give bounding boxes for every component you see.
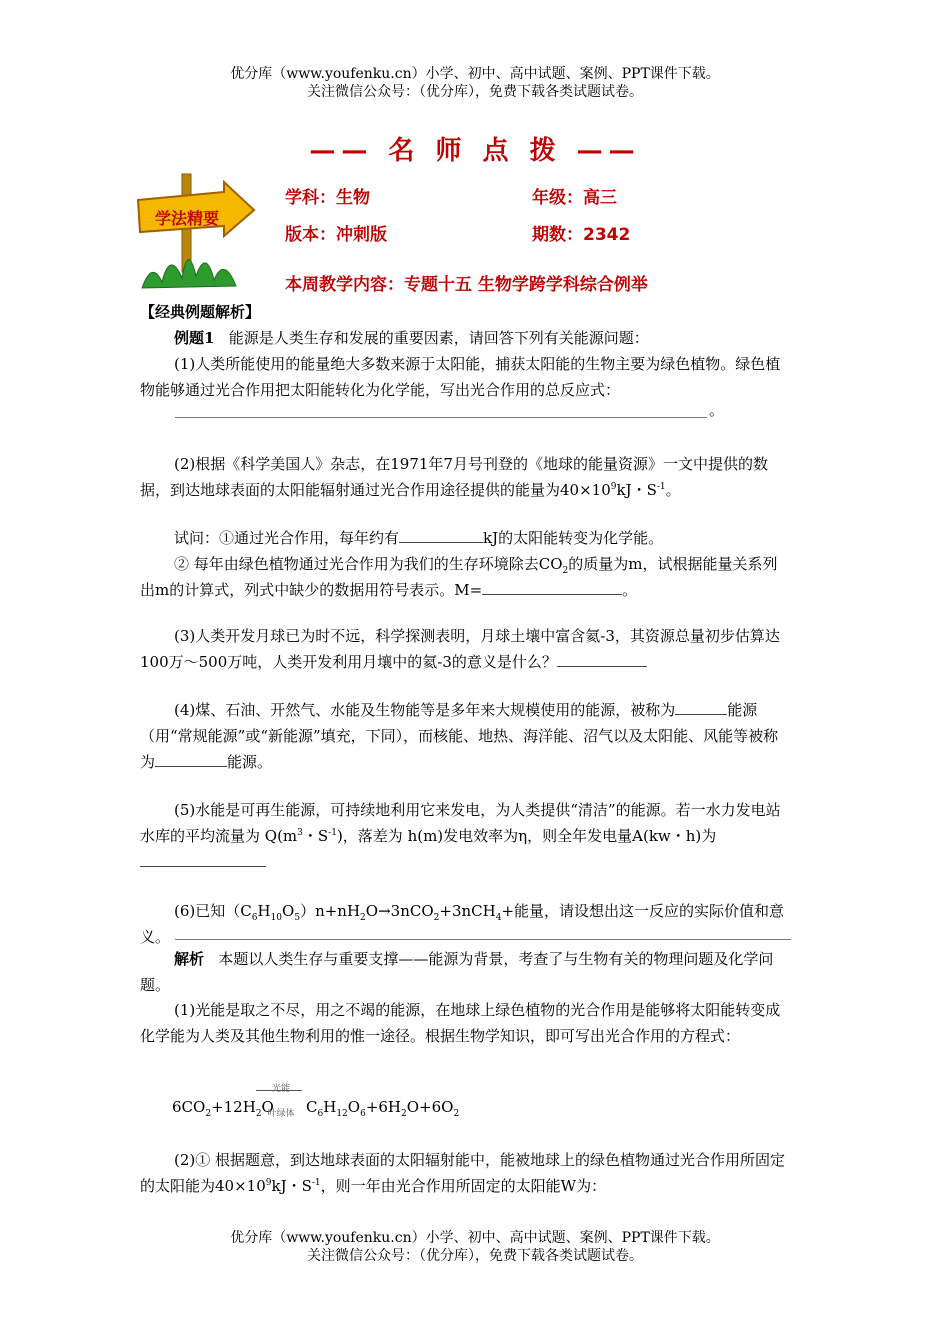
q1-ask1 bbox=[140, 525, 792, 551]
footer-line-1: 优分库（www.youfenku.cn）小学、初中、高中试题、案例、PPT课件下载。 bbox=[230, 1230, 720, 1246]
q1-ask2-tail: 的质量为m，试根据能量关系列出m的计算式，列式中缺少的数据用符号表示。M= bbox=[140, 555, 778, 599]
eq-right-c: O bbox=[347, 1098, 361, 1116]
eq-right-d: +6H bbox=[365, 1098, 402, 1116]
eq-left-sub2b: 2 bbox=[255, 1109, 262, 1119]
eq-left-b: +12H bbox=[211, 1098, 256, 1116]
q1-part4-end: 能源。 bbox=[227, 753, 273, 771]
q1-ask1-tail: kJ的太阳能转变为化学能。 bbox=[483, 529, 664, 547]
meta-grade: 年级：高三 bbox=[532, 188, 617, 208]
banner-title: —— 名 师 点 拨 —— bbox=[309, 136, 641, 166]
q1-part2-exp: 9 bbox=[610, 482, 617, 492]
q1-label: 例题1 bbox=[174, 329, 215, 347]
analysis-part2-exp: 9 bbox=[265, 1178, 272, 1188]
eq-right-sub2b: 2 bbox=[453, 1109, 460, 1119]
badge-label: 学法精要 bbox=[154, 209, 219, 228]
q1-part4 bbox=[140, 697, 792, 775]
q1-part2-end: 。 bbox=[665, 481, 681, 499]
q1-ask2 bbox=[140, 551, 792, 603]
q1-ask2-blank[interactable] bbox=[482, 578, 622, 595]
eq-left-sub2a: 2 bbox=[205, 1109, 212, 1119]
answer-line-1-end: 。 bbox=[709, 401, 725, 419]
q1-part6-sub4: 4 bbox=[495, 913, 502, 923]
q1-part5-text: (5)水能是可再生能源，可持续地利用它来发电，为人类提供“清洁”的能源。若一水力发电站水库的平均流量为 Q(m bbox=[140, 801, 781, 845]
q1-part6-e: O→3nCO bbox=[365, 902, 434, 920]
q1-part4-blank1[interactable] bbox=[675, 698, 727, 715]
q1-part3-text: (3)人类开发月球已为时不远，科学探测表明，月球土壤中富含氦-3，其资源总量初步估算达100万～500万吨，人类开发利用月壤中的氦-3的意义是什么？ bbox=[140, 627, 780, 671]
q1-part5-exp: 3 bbox=[297, 828, 303, 838]
analysis-part2-unit: kJ・S bbox=[271, 1177, 312, 1195]
q1-part6-sub5: 5 bbox=[294, 913, 301, 923]
q1-ask2-end: 。 bbox=[622, 581, 638, 599]
q1-ask1-text: 试问：①通过光合作用，每年约有 bbox=[174, 529, 400, 547]
equation-right bbox=[306, 1098, 460, 1119]
meta-subject: 学科：生物 bbox=[285, 188, 370, 208]
eq-left-a: 6CO bbox=[172, 1098, 206, 1116]
meta-topic: 本周教学内容：专题十五 生物学跨学科综合例举 bbox=[285, 275, 648, 295]
analysis-part1: (1)光能是取之不尽，用之不竭的能源，在地球上绿色植物的光合作用是能够将太阳能转变成化学能为人类及其他生物利用的惟一途径。根据生物学知识，即可写出光合作用的方程式： bbox=[140, 1001, 781, 1045]
q1-intro-text: 能源是人类生存和发展的重要因素，请回答下列有关能源问题： bbox=[228, 329, 649, 347]
equation-arrow bbox=[256, 1090, 302, 1091]
eq-right-b: H bbox=[323, 1098, 337, 1116]
analysis-intro bbox=[140, 946, 792, 998]
q1-ask2-text: ② 每年由绿色植物通过光合作用为我们的生存环境除去CO bbox=[174, 555, 563, 573]
signpost-icon bbox=[132, 170, 262, 295]
equation-arrow-bottom: 叶绿体 bbox=[267, 1109, 295, 1119]
analysis-intro-text: 本题以人类生存与重要支撑——能源为背景，考查了与生物有关的物理问题及化学问题。 bbox=[140, 950, 774, 994]
q1-part2-unit: kJ・S bbox=[616, 481, 657, 499]
q1-part4-blank2[interactable] bbox=[155, 750, 227, 767]
eq-right-sub12: 12 bbox=[336, 1109, 348, 1119]
q1-part6-sub10: 10 bbox=[270, 913, 283, 923]
signpost-graphic bbox=[132, 170, 262, 295]
header-line-2: 关注微信公众号：（优分库），免费下载各类试题试卷。 bbox=[307, 84, 643, 100]
analysis-part2 bbox=[140, 1147, 792, 1199]
eq-right-sub6: 6 bbox=[317, 1109, 324, 1119]
q1-part2-text: (2)根据《科学美国人》杂志，在1971年7月号刊登的《地球的能量资源》一文中提供的数据，到达地球表面的太阳能辐射通过光合作用途径提供的能量为40×10 bbox=[140, 455, 768, 499]
analysis-label: 解析 bbox=[174, 950, 205, 968]
q1-part2-exp2: -1 bbox=[656, 482, 666, 492]
q1-intro bbox=[140, 325, 792, 351]
q1-part6-sub2a: 2 bbox=[360, 913, 366, 923]
analysis-part2-tail: ，则一年由光合作用所固定的太阳能W为： bbox=[320, 1177, 607, 1195]
q1-part5-blank[interactable] bbox=[140, 850, 266, 867]
eq-right-e: O+6O bbox=[406, 1098, 454, 1116]
q1-part6-c: O bbox=[282, 902, 295, 920]
equation-arrow-top: 光能 bbox=[271, 1084, 290, 1094]
meta-issue: 期数：2342 bbox=[532, 225, 631, 245]
answer-line-1 bbox=[175, 417, 707, 418]
q1-ask2-sub: 2 bbox=[562, 566, 569, 576]
q1-part4-mid: 能源（用“常规能源”或“新能源”填充，下同），而核能、地热、海洋能、沼气以及太阳能、风能等被称为 bbox=[140, 701, 779, 771]
footer-line-2: 关注微信公众号：（优分库），免费下载各类试题试卷。 bbox=[307, 1248, 643, 1264]
q1-part5-exp2: -1 bbox=[328, 828, 337, 838]
q1-part6-b: H bbox=[257, 902, 271, 920]
eq-right-sub6b: 6 bbox=[360, 1109, 366, 1119]
q1-part5-unit: ・S bbox=[302, 827, 329, 845]
q1-part4-text: (4)煤、石油、开然气、水能及生物能等是多年来大规模使用的能源，被称为 bbox=[174, 701, 676, 719]
q1-part5-tail: )，落差为 h(m)发电效率为η，则全年发电量A(kw・h)为 bbox=[336, 827, 717, 845]
eq-right-a: C bbox=[306, 1098, 318, 1116]
q1-part1: (1)人类所能使用的能量绝大多数来源于太阳能，捕获太阳能的生物主要为绿色植物。绿色植物能够通过光合作用把太阳能转化为化学能，写出光合作用的总反应式： bbox=[140, 355, 781, 399]
meta-edition: 版本：冲刺版 bbox=[285, 225, 387, 245]
q1-part6-a: (6)已知（C bbox=[174, 902, 252, 920]
q1-part6-sub6: 6 bbox=[251, 913, 258, 923]
answer-line-6 bbox=[175, 939, 791, 940]
q1-part2 bbox=[140, 451, 792, 503]
section-title: 【经典例题解析】 bbox=[140, 303, 261, 321]
q1-part6-g: +能量，请设想出这一反应的实际价值和意义。 bbox=[140, 902, 785, 946]
q1-ask1-blank[interactable] bbox=[399, 526, 483, 543]
q1-part3 bbox=[140, 623, 792, 675]
q1-part6 bbox=[140, 898, 792, 950]
q1-part6-d: ）n+nH bbox=[300, 902, 361, 920]
analysis-part2-exp2: -1 bbox=[311, 1178, 321, 1188]
eq-left-c: O bbox=[261, 1098, 274, 1116]
eq-right-sub2a: 2 bbox=[401, 1109, 407, 1119]
q1-part3-blank[interactable] bbox=[557, 650, 647, 667]
q1-part5 bbox=[140, 797, 792, 875]
q1-part6-f: +3nCH bbox=[439, 902, 496, 920]
header-line-1: 优分库（www.youfenku.cn）小学、初中、高中试题、案例、PPT课件下载。 bbox=[230, 66, 720, 82]
analysis-part2-text: (2)① 根据题意，到达地球表面的太阳辐射能中，能被地球上的绿色植物通过光合作用所固定的太阳能为40×10 bbox=[140, 1151, 786, 1195]
q1-part6-sub2b: 2 bbox=[433, 913, 440, 923]
